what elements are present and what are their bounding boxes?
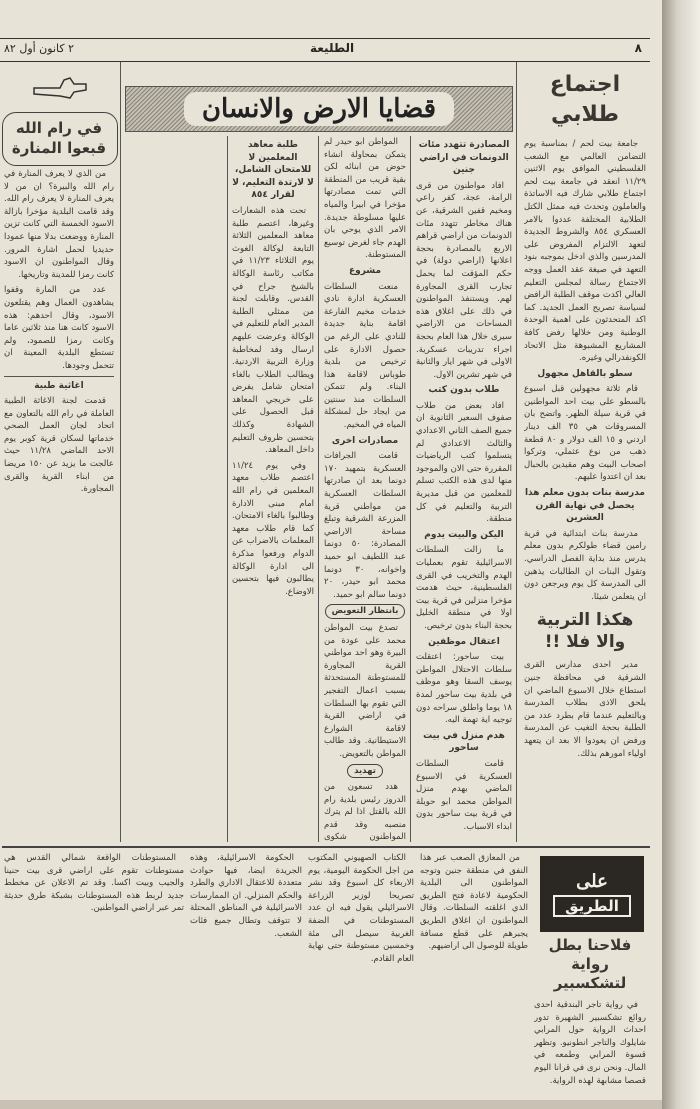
subheadline: اغاثية طبية — [4, 376, 114, 393]
headline-ramallah: في رام الله قبعوا المنارة — [11, 119, 107, 157]
column-divider — [410, 136, 411, 842]
column-divider — [120, 62, 121, 842]
article-text: المواطن ابو حيدر لم يتمكن بمحاولة انشاء حوض من ابنائه لكن بقية قريب من المنطقة التي تمت مصادرتها مؤخرا في ابيرا والمياه عليها مسلوطة جديدة. الامر الذي يوحي بان الهدم جاء لغرض توسيع المستوطنة. — [324, 137, 406, 261]
article-land-confiscation — [416, 136, 512, 842]
article-ramallah — [4, 116, 114, 846]
article-teacher-institutes — [232, 136, 314, 842]
article-text: وفي يوم ١١/٢٤ اعتصم طلاب معهد المعلمين في رام الله امام مبنى الادارة وطالبوا بالغاء الامتحان. كما قام طلاب معهد المعلمات بالاضراب عن الدوام ورفعوا مذكرة الى ادارة الوكالة يطالبون فيها بتحسين الاوضاع. — [232, 460, 314, 597]
article-text: قامت السلطات العسكرية في الاسبوع الماضي بهدم منزل المواطن محمد ابو حويلة في قرية بيت ساحور بدون ابداء الاسباب. — [416, 758, 512, 832]
article-text: جامعة بيت لحم / بمناسبة يوم التضامن العالمي مع الشعب الفلسطيني الموافق يوم الاثنين ١١/٢٩ انعقد في جامعة بيت لحم اجتماع طلابي شارك فيه الاساتذة والعاملون وتحدث فيه ممثل الكتل الطلابية المختلفة عددوا بالامر العسكري ٨٥٤ والشروط الجديدة لتعهد الالتزام المفروض على المدرسين والذي ادخل بموجبه بنود التعهد في صيغة عقد العمل ووجه الاجتماع رسالة لمجلس التعليم العالي اكدت موقف الطلبة الرافض لسياسة تصريح العمل الجديد. كما اكد المتحدثون على اهمية الوحدة الوطنية ومن خلالها رفض كافة المشاريع المشبوهة مثل الاتحاد الكونفدرالي وغيره. — [524, 139, 646, 364]
article-confiscations — [324, 136, 406, 842]
article-text: الكتاب الصهيوني المكتوب من اجل الحكومة اليومية، يوم الاربعاء كل اسبوع وقد نشر تصريحا لوزير الزراعة الاسرائيلي يقول فيه ان عدد المستوطنات في الضفة الغربية سيصل الى مئة وخمسين مستوطنة حتى نهاية العام القادم. — [308, 853, 414, 964]
banner-headline: قضايا الارض والانسان — [184, 92, 454, 126]
article-text: من المعازق الصعب عبر هذا النفق في منطقة جنين وتوجه المواطنون الى البلدية الحكومية لاعادة فتح الطريق الذي اغلقته السلطات. وقال المواطنون ان اغلاق الطريق يجبرهم على قطع مسافة طويلة للوصول الى اراضيهم. — [420, 853, 528, 952]
article-text: من الذي لا يعرف المنارة في رام الله والبيرة؟ ان من لا يعرف المنارة لا يعرف رام الله. وقد قامت البلدية مؤخرا بازالة الاسود الخمسة التي كانت تزين المنارة ووضعت بدلا منها عمودا حديديا لحمل اشارة المرور. وقال المواطنون ان الاسود كانت رمزا للمدينة وتاريخها. — [4, 169, 114, 280]
article-bottom-2 — [308, 852, 414, 1092]
article-bottom-1 — [420, 852, 528, 1092]
section-divider — [2, 846, 650, 848]
article-text: عدد من المارة وقفوا يشاهدون العمال وهم يقتلعون الاسود، وقال احدهم: هذه الاسود كانت هنا منذ ثلاثين عاما وكانت رمزا للصمود، ولم تستطع البلدية المعينة ان تتحمل وجودها. — [4, 285, 114, 371]
subheadline: مشروع — [348, 265, 382, 276]
logo-text-top: على — [576, 871, 608, 892]
subheadline: هدم منزل في بيت ساحور — [423, 730, 505, 754]
article-text: افاد بعض من طلاب صفوف السعير الثانوية ان جميع الصف الثاني الاعدادي والثالث الاعدادي لم يتسلموا كتب الرياضيات المقررة حتى الان والموجود منها لدى هذه الكتب تسلم للمعلمين من قبل مديرية التربية والتعليم في كل منطقة. — [416, 400, 512, 525]
feature-logo — [540, 856, 644, 932]
article-text: ما زالت السلطات الاسرائيلية تقوم بعمليات الهدم والتخريب في القرى الفلسطينية، حيث هدمت مؤخرا منزلين في قرية بيت اولا في منطقة الخليل بحجة البناء بدون ترخيص. — [416, 545, 512, 631]
book-gutter — [662, 0, 700, 1109]
article-shakespeare — [534, 936, 646, 1096]
page-number: ٨ — [634, 41, 642, 55]
subheadline: اعتقال موظفين — [428, 636, 500, 647]
article-text: قدمت لجنة الاغاثة الطبية العاملة في رام الله بالتعاون مع اتحاد لجان العمل الصحي خدماتها لسكان قرية كوبر يوم الاحد الماضي ١١/٢٨ حيث عالجت ما يزيد عن ١٥٠ مريضا من ابناء القرية والقرى المجاورة. — [4, 396, 114, 495]
publication-name: الطليعة — [310, 41, 355, 55]
article-bottom-4 — [4, 852, 184, 1092]
article-text: تحت هذه الشعارات وغيرها، اعتصم طلبة معاهد المعلمين الثلاثة التابعة لوكالة الغوث يوم الثلاثاء ١١/٢٣ في مكاتب رئاسة الوكالة بالشيخ جراح في القدس. وقابلت لجنة من ممثلي الطلبة المدير العام للتعليم في الوكالة وعرضت عليهم ارسال وفد لمخاطبة وزارة التربية الاردنية. ويطالب الطلاب بالغاء امتحان شامل يفرض على خريجي المعاهد قبل الحصول على الشهادة وكذلك بتحسين ظروف التعليم داخل المعاهد. — [232, 205, 314, 456]
article-text: المستوطنات الواقعة شمالي القدس هي مستوطنات تقوم على اراضي قرى بيت حنينا والجيب وبيت اكسا. وقد تم الاعلان عن مخطط جديد لربط هذه المستوطنات بشبكة طرق حديثة تمر عبر اراضي المواطنين. — [4, 853, 184, 914]
article-text: منعت السلطات العسكرية ادارة نادي خدمات مخيم الفارعة اقامة بناية جديدة للنادي على الرغم من حصول الادارة على ترخيص من بلدية طوباس لاقامة هذا البناء. ولم تتمكن السلطات منذ سنتين من ايجاد حل لمشكلة المياه في المخيم. — [324, 281, 406, 431]
subheadline: اليكن والبيت يدوم — [424, 529, 504, 540]
subheadline: طلاب بدون كتب — [428, 385, 500, 396]
article-text: قام ثلاثة مجهولين قبل اسبوع بالسطو على بيت احد المواطنين في قرية سيلة الظهر. واتضح بان المسروقات هي ٣٥ الف دينار اردني و ١٥ الف دولار و ٨٠ قطعة ذهب من نوع عثملي، وتركوا اصحاب البيت وهم مقيدين بالحبال بعد ان اعتدوا عليهم. — [524, 384, 646, 483]
article-text: هدد تسعون من الدروز رئيس بلدية رام الله بالقتل اذا لم يترك منصبه وقد قدم المواطنون شكوى — [324, 782, 406, 842]
headline-education: هكذا التربية والا فلا !! — [536, 610, 634, 653]
subheadline: سطو بالقاهل مجهول — [537, 368, 633, 379]
article-text: بيت ساحور: اعتقلت سلطات الاحتلال المواطن يوسف السقا وهو موظف في بلدية بيت ساحور لمدة ١٨ يوما واطلق سراحه دون توجيه اية تهمة اليه. — [416, 652, 512, 726]
column-divider — [318, 136, 319, 842]
subheadline: المصادرة تتهدد مئات الدونمات في اراضي جنين — [418, 140, 510, 176]
article-text: الحكومة الاسرائيلية، وهذه الجريدة ايضا، فيها حوادث متعددة للاعتقال الاداري والطرد والحكم المنزلي. ان الممارسات الاسرائيلية في المناطق المحتلة لا تتوقف وتطال جميع فئات الشعب. — [190, 853, 302, 939]
headline-shakespeare: فلاحنا بطل رواية لتشكسبير — [548, 936, 632, 992]
subheadline: مدرسة بنات بدون معلم هذا يحصل في نهاية القرن العشرين — [524, 488, 646, 524]
page-header-bar — [0, 38, 650, 62]
subheadline-oval: بانتظار التعويض — [325, 604, 406, 619]
article-text: افاد مواطنون من قرى الرامة، عجة، كفر راعي ومخيم قفين الشرقية، عن هناك مخاطر تتهدد مئات الدونمات من اراضي قراهم الاربع بالمصادرة بحجة اعلانها (اراضي دولة) في حكم المؤقت لما يحمل تجارب القرى المجاورة لهم. ويستنفذ المواطنون في ذلك على اغلاق هذه المساحات من الاراضي سيرى خلال هذا العام بحجة اجراء تدريبات عسكرية. الاولى في شهر ايار والثانية في شهر تشرين الاول. — [416, 180, 512, 380]
headline-student-meeting: اجتماع طلابي — [549, 72, 621, 127]
subheadline-oval: تهديد — [347, 764, 383, 779]
article-student-meeting — [524, 64, 646, 844]
article-text: تصدع بيت المواطن محمد على عودة من البيرة وهو احد مواطني القرية المجاورة للمستوطنة المستحدثة بسبب اعمال التفجير التي تقوم بها السلطات في اراضي القرية لاقامة الشوارع الاستيطانية. وقد طالب المواطن بالتعويض. — [324, 622, 406, 759]
article-text: مدرسة بنات ابتدائية في قرية رامين قضاء طولكرم بدون معلم يدرس منذ بداية الفصل الدراسي. وتقول البنات ان الطالبات يذهبن الى المدرسة كل يوم ويرجعن دون ان يتعلمن شيئا. — [524, 528, 646, 602]
article-text: في رواية تاجر البندقية احدى روائع تشكسبير الشهيرة تدور احداث الرواية حول المرابي شايلوك والتاجر انطونيو. وتظهر قسوة المرابي وطمعه في المال. ونحن نرى في قرانا اليوم قصصا مشابهة لهذه الرواية. — [534, 1000, 646, 1086]
subheadline: طلبة معاهد المعلمين لا للامتحان الشامل، لا لارتدة التعليم، لا لقرار ٨٥٤ — [232, 140, 314, 201]
article-text: مدير احدى مدارس القرى الشرقية في محافظة جنين استطاع خلال الاسبوع الماضي ان يلحق الاذى بطلاب المدرسة وبالتعليم عندما قام بطرد عدد من الطلبة بحجة التغيب عن المدرسة ورفض ان يعودوا الا بعد ان يتعهد اولياء امورهم بذلك. — [524, 660, 646, 759]
column-divider — [227, 136, 228, 842]
article-bottom-3 — [190, 852, 302, 1092]
column-divider — [516, 62, 517, 842]
article-text: قامت الجرافات العسكرية بتمهيد ١٧٠ دونما بعد ان صادرتها السلطات العسكرية من مواطني قرية المزرعة الشرقية وتبلغ مساحة الاراضي المصادرة: ٥٠ دونما عبد اللطيف ابو حميد واخوانه، ٣٠ دونما محمد ابو حيدر، ٢٠ دونما سالم ابو حميد. — [324, 451, 406, 600]
issue-date: ٢ كانون أول ٨٢ — [4, 42, 75, 55]
subheadline: مصادرات اخرى — [331, 435, 399, 446]
banner-headline-box — [125, 86, 513, 132]
pointing-hand-icon — [30, 66, 90, 106]
logo-text-bottom: الطريق — [553, 895, 631, 917]
